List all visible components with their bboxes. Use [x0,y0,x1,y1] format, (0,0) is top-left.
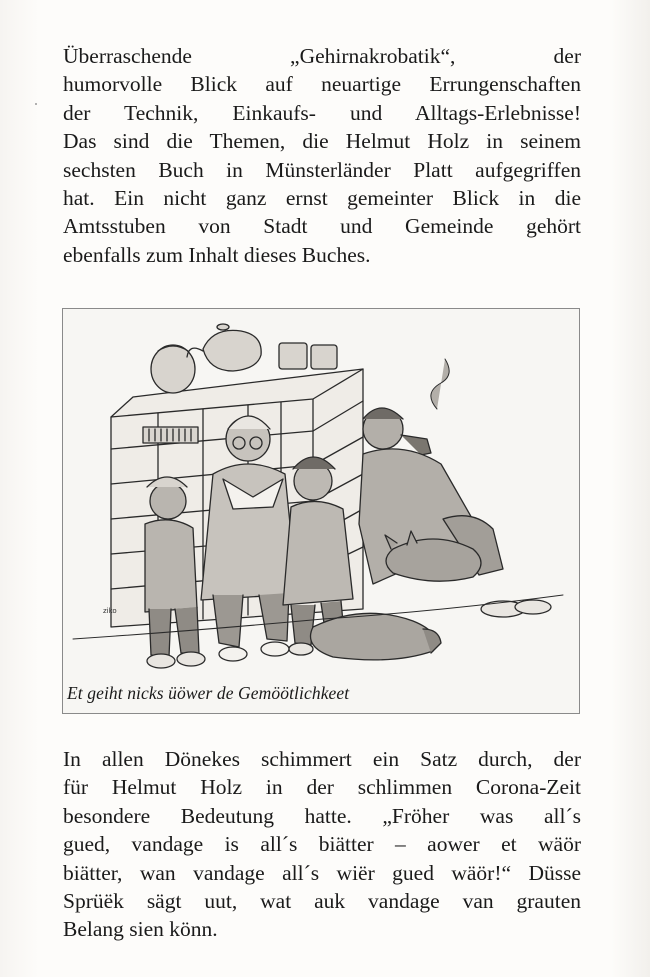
intro-paragraph [63,42,581,269]
text-line: hat. Ein nicht ganz ernst gemeinter Blick in die [63,186,581,211]
family-stove-illustration [63,309,579,713]
text-line: In allen Dönekes schimmert ein Satz durch, der [63,747,581,771]
figure-caption: Et geiht nicks üöwer de Gemöötlichkeet [67,683,350,703]
artist-signature: ziko [103,607,117,615]
text-line: Sprüëk sägt uut, wat auk vandage van grauten [63,889,581,914]
text-line: biätter, wan vandage all´s wiër gued wäör!“ Düsse [63,860,581,885]
text-line: gued, vandage is all´s biätter – aower et wäör [63,832,581,857]
text-line: Überraschende „Gehirnakrobatik“, der [63,44,581,68]
text-line: Amtsstuben von Stadt und Gemeinde gehört [63,214,581,239]
dog-drawing [311,613,442,660]
text-line: sechsten Buch in Münsterländer Platt aufgegriffen [63,157,581,182]
text-line: Das sind die Themen, die Helmut Holz in seinem [63,129,581,154]
text-line: für Helmut Holz in der schlimmen Corona-Zeit [63,775,581,800]
text-line: Belang sien könn. [63,917,218,942]
closing-paragraph [63,745,581,944]
text-line: der Technik, Einkaufs- und Alltags-Erlebnisse! [63,100,581,125]
text-line: besondere Bedeutung hatte. „Fröher was all´s [63,803,581,828]
text-line: ebenfalls zum Inhalt dieses Buches. [63,242,371,267]
illustration-figure [62,308,580,714]
paper-speck [35,103,37,105]
text-line: humorvolle Blick auf neuartige Errungenschaften [63,72,581,97]
